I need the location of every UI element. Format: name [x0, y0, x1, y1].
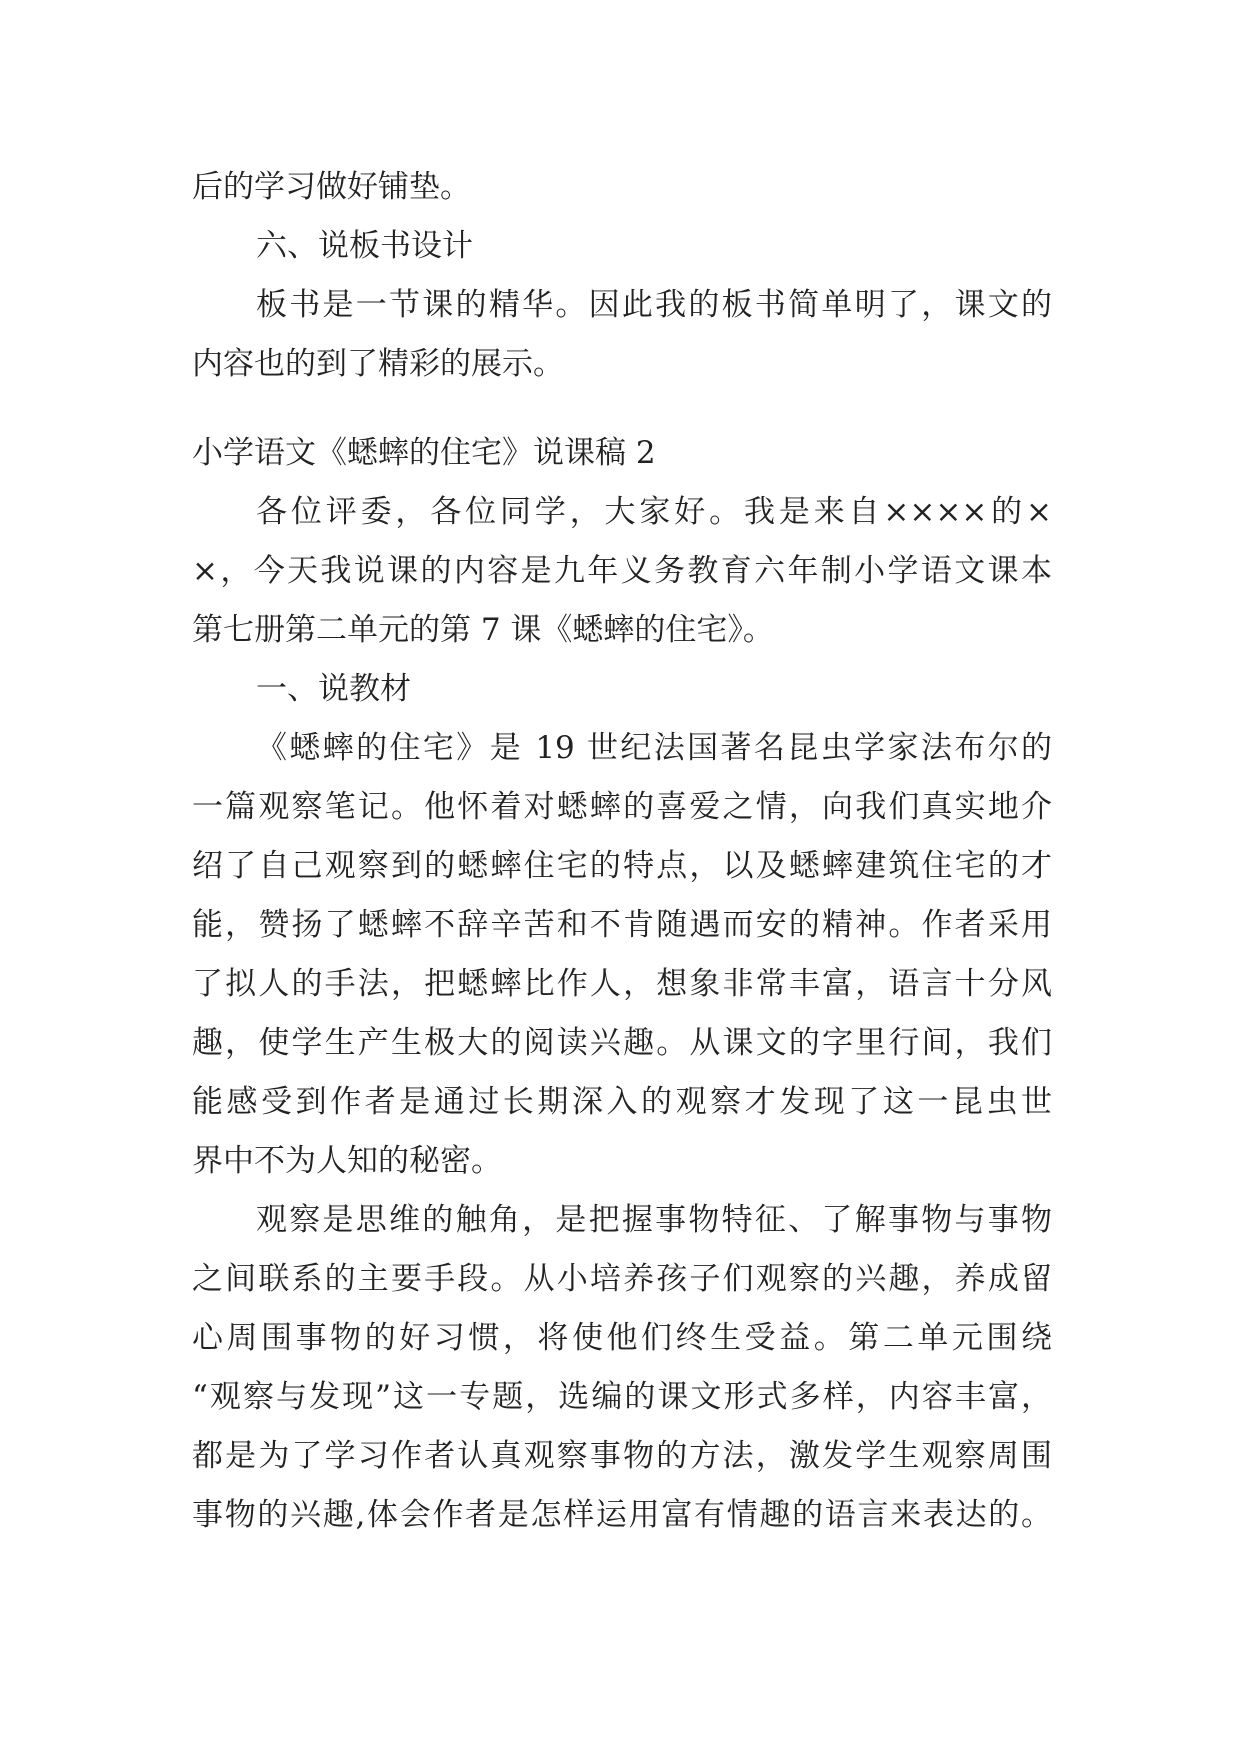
text-line: 一篇观察笔记。他怀着对蟋蟀的喜爱之情，向我们真实地介 — [192, 789, 1052, 825]
text-line: 能感受到作者是通过长期深入的观察才发现了这一昆虫世 — [192, 1084, 1052, 1120]
part2-block — [192, 424, 1052, 1545]
section-heading-textbook: 一、说教材 — [256, 671, 411, 707]
text-line: ×，今天我说课的内容是九年义务教育六年制小学语文课本 — [192, 553, 1052, 589]
document-title: 小学语文《蟋蟀的住宅》说课稿 2 — [192, 435, 656, 471]
text-line: 了拟人的手法，把蟋蟀比作人，想象非常丰富，语言十分风 — [192, 966, 1052, 1002]
text-line: 事物的兴趣,体会作者是怎样运用富有情趣的语言来表达的。 — [192, 1497, 1052, 1533]
section-heading-board-design: 六、说板书设计 — [256, 228, 473, 264]
text-line: 《蟋蟀的住宅》是 19 世纪法国著名昆虫学家法布尔的 — [256, 730, 1052, 766]
text-line: 内容也的到了精彩的展示。 — [192, 346, 564, 382]
text-line: 后的学习做好铺垫。 — [192, 169, 471, 205]
part1-block — [192, 158, 1052, 394]
text-line: 界中不为人知的秘密。 — [192, 1143, 502, 1179]
text-line: “观察与发现”这一专题，选编的课文形式多样，内容丰富， — [192, 1379, 1052, 1415]
text-line: 板书是一节课的精华。因此我的板书简单明了，课文的 — [256, 287, 1052, 323]
text-line: 绍了自己观察到的蟋蟀住宅的特点，以及蟋蟀建筑住宅的才 — [192, 848, 1052, 884]
text-line: 能，赞扬了蟋蟀不辞辛苦和不肯随遇而安的精神。作者采用 — [192, 907, 1052, 943]
text-line: 观察是思维的触角，是把握事物特征、了解事物与事物 — [256, 1202, 1052, 1238]
text-line: 第七册第二单元的第 7 课《蟋蟀的住宅》。 — [192, 612, 774, 648]
text-line: 心周围事物的好习惯，将使他们终生受益。第二单元围绕 — [192, 1320, 1052, 1356]
text-line: 之间联系的主要手段。从小培养孩子们观察的兴趣，养成留 — [192, 1261, 1052, 1297]
text-line: 趣，使学生产生极大的阅读兴趣。从课文的字里行间，我们 — [192, 1025, 1052, 1061]
text-line: 各位评委，各位同学，大家好。我是来自××××的× — [256, 494, 1052, 530]
text-line: 都是为了学习作者认真观察事物的方法，激发学生观察周围 — [192, 1438, 1052, 1474]
